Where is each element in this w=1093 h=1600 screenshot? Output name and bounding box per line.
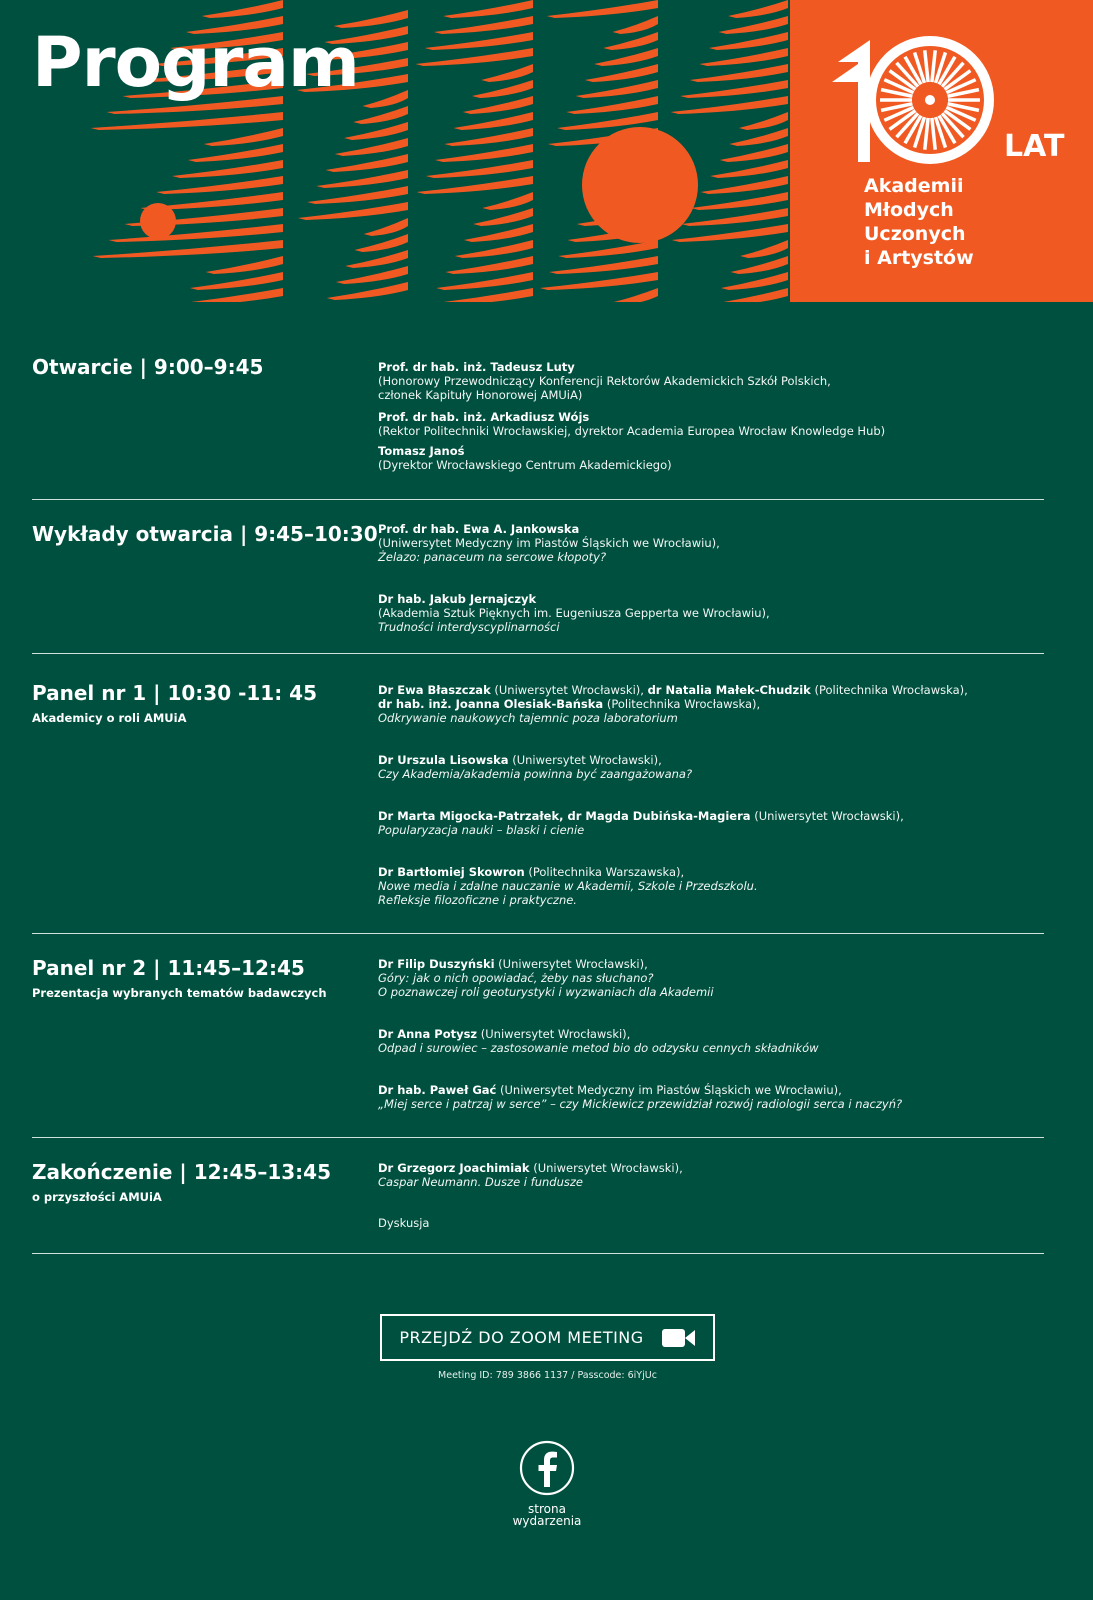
item-line <box>378 1175 683 1189</box>
affiliation-text: Dyskusja <box>378 1216 430 1230</box>
stripe-shape <box>463 96 533 114</box>
affiliation-text: (Uniwersytet Wrocławski), <box>494 957 648 971</box>
speaker-name: Dr Ewa Błaszczak <box>378 683 491 697</box>
program-item <box>378 444 672 472</box>
section-title: Panel nr 2 | 11:45–12:45 <box>32 956 305 980</box>
affiliation-text: (Dyrektor Wrocławskiego Centrum Akademickiego) <box>378 458 672 472</box>
talk-title: Żelazo: panaceum na sercowe kłopoty? <box>378 550 607 564</box>
section-header <box>32 355 372 379</box>
section-header <box>32 681 372 725</box>
stripe-shape <box>174 288 283 302</box>
item-line <box>378 592 770 606</box>
stripe-shape <box>585 64 658 82</box>
stripe-shape <box>691 192 788 210</box>
item-line <box>378 388 831 402</box>
stripe-shape <box>547 0 658 18</box>
item-line <box>378 893 758 907</box>
speaker-name: Dr Bartłomiej Skowron <box>378 865 525 879</box>
facebook-icon <box>519 1440 575 1496</box>
stripe-shape <box>344 122 408 140</box>
stripe-shape <box>731 256 789 274</box>
stripe-shape <box>204 128 283 146</box>
item-line <box>378 458 672 472</box>
item-line <box>378 971 714 985</box>
stripe-shape <box>453 112 533 130</box>
talk-title: Odkrywanie naukowych tajemnic poza laboratorium <box>378 711 678 725</box>
affiliation-text: (Uniwersytet Medyczny im Piastów Śląskich we Wrocławiu), <box>496 1083 842 1097</box>
stripe-shape <box>603 32 658 50</box>
item-line <box>378 1097 902 1111</box>
section-subtitle: o przyszłości AMUiA <box>32 1190 162 1204</box>
speaker-name: Dr Anna Potysz <box>378 1027 478 1041</box>
stripe-shape <box>720 144 788 162</box>
decorative-circle <box>140 203 176 239</box>
program-item <box>378 865 758 907</box>
meeting-credentials: Meeting ID: 789 3866 1137 / Passcode: 6iYjUc <box>438 1370 657 1381</box>
stripe-shape <box>699 48 788 66</box>
program-item <box>378 522 720 564</box>
page-title: Program <box>32 23 359 103</box>
section-title: Zakończenie | 12:45–13:45 <box>32 1160 332 1184</box>
stripe-shape <box>434 16 533 34</box>
section-title: Otwarcie | 9:00–9:45 <box>32 355 264 379</box>
stripe-shape <box>436 272 533 290</box>
logo-lat-label: LAT <box>1004 129 1065 164</box>
program-item <box>378 1161 683 1189</box>
schedule-section-opening-lectures <box>32 500 1044 654</box>
logo-wordmark <box>864 174 974 270</box>
affiliation-text: (Politechnika Wrocławska), <box>603 697 761 711</box>
stripe-shape <box>426 160 533 178</box>
stripe-shape <box>455 240 533 258</box>
speaker-name: Prof. dr hab. inż. Arkadiusz Wójs <box>378 410 590 424</box>
stripe-shape <box>435 144 533 162</box>
stripe-shape <box>739 112 788 130</box>
stripe-shape <box>109 224 283 242</box>
affiliation-text: (Rektor Politechniki Wrocławskiej, dyrektor Academia Europea Wrocław Knowledge Hub) <box>378 424 886 438</box>
item-line <box>378 879 758 893</box>
program-item <box>378 683 968 725</box>
item-line <box>378 1216 429 1230</box>
stripe-shape <box>709 32 788 50</box>
affiliation-text: (Honorowy Przewodniczący Konferencji Rektorów Akademickich Szkół Polskich, <box>378 374 831 388</box>
affiliation-text: (Uniwersytet Wrocławski), <box>508 753 662 767</box>
program-item <box>378 592 770 634</box>
item-line <box>378 620 770 634</box>
item-line <box>378 823 904 837</box>
affiliation-text: (Uniwersytet Wrocławski), <box>750 809 904 823</box>
logo-line: Akademii <box>864 175 964 197</box>
stripe-shape <box>425 32 533 50</box>
stripe-shape <box>307 186 408 204</box>
stripe-shape <box>364 218 408 236</box>
stripe-shape <box>680 80 788 98</box>
item-line <box>378 410 885 424</box>
stripe-shape <box>540 272 658 290</box>
section-subtitle: Akademicy o roli AMUiA <box>32 711 187 725</box>
item-line <box>378 1027 819 1041</box>
item-line <box>378 957 714 971</box>
stripe-shape <box>728 0 788 18</box>
affiliation-text: (Akademia Sztuk Pięknych im. Eugeniusza Gepperta we Wrocławiu), <box>378 606 770 620</box>
program-item <box>378 753 692 781</box>
stripe-shape <box>188 144 283 162</box>
item-line <box>378 753 692 767</box>
stripe-shape <box>156 176 283 194</box>
affiliation-text: (Politechnika Wrocławska), <box>810 683 968 697</box>
stripe-shape <box>472 80 533 98</box>
talk-title: „Miej serce i patrzaj w serce” – czy Mickiewicz przewidział rozwój radiologii serca i naczyń? <box>378 1097 903 1111</box>
zoom-button-label: PRZEJDŹ DO ZOOM MEETING <box>399 1328 644 1347</box>
talk-title: Caspar Neumann. Dusze i fundusze <box>378 1175 583 1189</box>
stripe-shape <box>671 96 789 114</box>
stripe-shape <box>681 208 788 226</box>
schedule-section-closing <box>32 1138 1044 1254</box>
schedule-section-opening <box>32 340 1044 500</box>
item-line <box>378 374 831 388</box>
speaker-name: Dr hab. Jakub Jernajczyk <box>378 592 537 606</box>
item-line <box>378 809 904 823</box>
talk-title: Refleksje filozoficzne i praktyczne. <box>378 893 577 907</box>
stripe-shape <box>93 240 283 258</box>
stripe-shape <box>481 64 533 82</box>
stripe-shape <box>415 48 533 66</box>
zoom-meeting-button[interactable] <box>380 1314 715 1361</box>
stripe-shape <box>740 240 788 258</box>
speaker-name: Tomasz Janoś <box>378 444 465 458</box>
affiliation-text: (Politechnika Warszawska), <box>524 865 685 879</box>
stripe-shape <box>91 112 283 130</box>
stripe-shape <box>172 160 283 178</box>
stripe-shape <box>613 16 658 34</box>
affiliation-text: (Uniwersytet Wrocławski), <box>529 1161 683 1175</box>
stripe-shape <box>345 250 408 268</box>
item-line <box>378 697 968 711</box>
item-line <box>378 1083 902 1097</box>
item-line <box>378 606 770 620</box>
stripe-shape <box>427 288 533 302</box>
item-line <box>378 985 714 999</box>
section-header <box>32 1160 372 1204</box>
stripe-shape <box>690 64 788 82</box>
stripe-shape <box>473 208 533 226</box>
affiliation-text: (Uniwersytet Wrocławski), <box>477 1027 631 1041</box>
speaker-name: dr hab. inż. Joanna Olesiak-Bańska <box>378 697 604 711</box>
program-item <box>378 410 885 438</box>
program-item <box>378 1216 429 1230</box>
item-line <box>378 360 831 374</box>
affiliation-text: członek Kapituły Honorowej AMUiA) <box>378 388 583 402</box>
schedule-section-panel-2 <box>32 934 1044 1138</box>
program-item <box>378 957 714 999</box>
affiliation-text: (Uniwersytet Medyczny im Piastów Śląskich we Wrocławiu), <box>378 536 720 550</box>
stripe-shape <box>206 256 283 274</box>
logo-line: Młodych <box>864 199 954 221</box>
speaker-name: dr Natalia Małek-Chudzik <box>647 683 811 697</box>
program-item <box>378 360 831 402</box>
stripe-shape <box>445 256 533 274</box>
section-subtitle: Prezentacja wybranych tematów badawczych <box>32 986 327 1000</box>
item-line <box>378 536 720 550</box>
stripe-shape <box>363 90 408 108</box>
stripe-shape <box>335 138 408 156</box>
item-line <box>378 683 968 697</box>
program-item <box>378 1027 819 1055</box>
speaker-name: Dr hab. Paweł Gać <box>378 1083 497 1097</box>
logo-number-ten <box>832 34 1002 164</box>
item-line <box>378 711 968 725</box>
stripe-shape <box>549 256 658 274</box>
talk-title: Czy Akademia/akademia powinna być zaangażowana? <box>378 767 693 781</box>
stripe-shape <box>701 176 789 194</box>
logo-line: i Artystów <box>864 247 974 269</box>
item-line <box>378 550 720 564</box>
decorative-circle <box>582 127 698 243</box>
speaker-name: Dr Marta Migocka-Patrzałek, dr Magda Dubińska-Magiera <box>378 809 751 823</box>
stripe-shape <box>719 16 789 34</box>
stripe-shape <box>190 272 283 290</box>
stripe-shape <box>444 128 533 146</box>
stripe-shape <box>464 224 533 242</box>
stripe-shape <box>353 106 408 124</box>
stripe-shape <box>316 170 408 188</box>
speaker-name: Dr Filip Duszyński <box>378 957 495 971</box>
event-page-label: wydarzenia <box>512 1514 582 1528</box>
talk-title: Nowe media i zdalne nauczanie w Akademii, Szkole i Przedszkolu. <box>378 879 758 893</box>
item-line <box>378 522 720 536</box>
item-line <box>378 1041 819 1055</box>
program-schedule <box>32 340 1044 1254</box>
hero-banner <box>0 0 1093 302</box>
program-item <box>378 809 904 837</box>
talk-title: Trudności interdyscyplinarności <box>378 620 560 634</box>
stripe-shape <box>336 266 408 284</box>
schedule-section-panel-1 <box>32 654 1044 934</box>
event-page-label: strona <box>528 1502 566 1516</box>
stripe-shape <box>729 128 788 146</box>
stripe-shape <box>417 176 533 194</box>
stripe-shape <box>594 48 658 66</box>
talk-title: O poznawczej roli geoturystyki i wyzwaniach dla Akademii <box>378 985 714 999</box>
stripe-shape <box>298 202 408 220</box>
item-line <box>378 424 885 438</box>
item-line <box>378 444 672 458</box>
stripe-shape <box>327 282 408 300</box>
section-header <box>32 956 372 1000</box>
talk-title: Odpad i surowiec – zastosowanie metod bio do odzysku cennych składników <box>378 1041 819 1055</box>
anniversary-logo <box>790 0 1093 302</box>
video-camera-icon <box>662 1328 696 1348</box>
program-item <box>378 1083 902 1111</box>
talk-title: Popularyzacja nauki – blaski i cienie <box>378 823 585 837</box>
section-title: Panel nr 1 | 10:30 -11: 45 <box>32 681 317 705</box>
stripe-shape <box>721 272 788 290</box>
stripe-shape <box>710 160 788 178</box>
speaker-name: Prof. dr hab. Ewa A. Jankowska <box>378 522 580 536</box>
stripe-shape <box>443 0 533 18</box>
stripe-shape <box>482 192 533 210</box>
stripe-shape <box>566 96 658 114</box>
stripe-shape <box>576 80 658 98</box>
section-title: Wykłady otwarcia | 9:45–10:30 <box>32 522 378 546</box>
speaker-name: Dr Grzegorz Joachimiak <box>378 1161 530 1175</box>
section-header <box>32 522 378 546</box>
speaker-name: Dr Urszula Lisowska <box>378 753 509 767</box>
speaker-name: Prof. dr hab. inż. Tadeusz Luty <box>378 360 575 374</box>
stripe-shape <box>354 234 408 252</box>
item-line <box>378 865 758 879</box>
logo-line: Uczonych <box>864 223 966 245</box>
stripe-shape <box>711 288 788 302</box>
stripe-shape <box>326 154 408 172</box>
event-page-link[interactable] <box>497 1440 597 1527</box>
affiliation-text: (Uniwersytet Wrocławski), <box>490 683 648 697</box>
stripe-shape <box>606 288 658 302</box>
stripe-shape <box>202 0 283 18</box>
item-line <box>378 1161 683 1175</box>
talk-title: Góry: jak o nich opowiadać, żeby nas słuchano? <box>378 971 654 985</box>
stripe-shape <box>672 224 788 242</box>
item-line <box>378 767 692 781</box>
